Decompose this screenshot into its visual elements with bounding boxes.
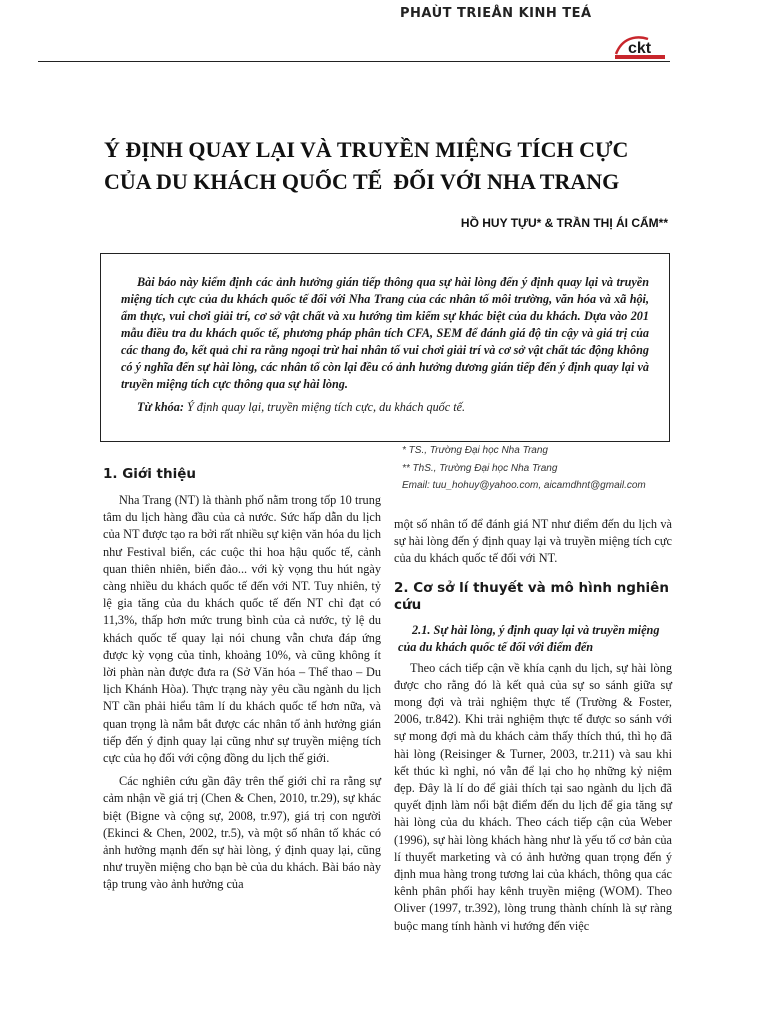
abstract-box [100, 253, 670, 442]
author-footnotes [402, 442, 646, 495]
footnote-ts: * TS., Trường Đại học Nha Trang [402, 445, 548, 456]
keywords-text: Ý định quay lại, truyền miệng tích cực, du khách quốc tế. [183, 400, 466, 414]
journal-logo [614, 34, 666, 60]
section-1-heading: 1. Giới thiệu [103, 466, 196, 482]
footnote-email: Email: tuu_hohuy@yahoo.com, aicamdhnt@gmail.com [402, 480, 646, 491]
footnote-ths: ** ThS., Trường Đại học Nha Trang [402, 462, 558, 474]
section-1-paragraph-2: Các nghiên cứu gần đây trên thế giới chỉ ra rằng sự cảm nhận về giá trị (Chen & Chen, 2010, tr.29), sự khác biệt (Bigne và cộng sự, 2008, tr.97), giá trị con người (Ekinci & Chen, 2002, tr.5), và một số nhân tố khác có ảnh hưởng mạnh đến sự hài lòng, ý định quay lại, cũng như truyền miệng cho bạn bè của du khách. Bài báo này tập trung vào ảnh hưởng của [103, 774, 381, 892]
keywords [121, 399, 649, 416]
title-line-1: Ý ĐỊNH QUAY LẠI VÀ TRUYỀN MIỆNG TÍCH CỰC [104, 137, 629, 162]
abstract-text: Bài báo này kiểm định các ảnh hưởng gián tiếp thông qua sự hài lòng đến ý định quay lại và truyền miệng tích cực của du khách quốc tế đối với Nha Trang của các nhân tố môi trường, văn hóa và xã hội, ẩm thực, vui chơi giải trí, cơ sở vật chất và xu hướng tìm kiếm sự khác biệt của du khách. Dựa vào 201 mẫu điều tra du khách quốc tế, phương pháp phân tích CFA, SEM để đánh giá độ tin cậy và giá trị của các thang đo, kết quả chỉ ra rằng ngoại trừ hai nhân tố vui chơi giải trí và cơ sở vật chất tác động không có ý nghĩa đến sự hài lòng, các nhân tố còn lại đều có ảnh hưởng dương gián tiếp đến ý định quay lại và truyền miệng tích cực thông qua sự hài lòng. [121, 275, 649, 391]
right-column [394, 516, 672, 935]
article-title [104, 134, 704, 198]
journal-name: PHAÙT TRIEÅN KINH TEÁ [400, 6, 592, 21]
section-2-heading: 2. Cơ sở lí thuyết và mô hình nghiên cứu [394, 579, 669, 613]
header-rule [38, 61, 670, 62]
authors: HỒ HUY TỰU* & TRẦN THỊ ÁI CẨM** [460, 216, 668, 230]
section-1-paragraph-1: Nha Trang (NT) là thành phố nằm trong tốp 10 trung tâm du lịch hàng đầu của cả nước. Sức hấp dẫn du lịch của NT được tạo ra bởi rất nhiều sự kiện văn hóa du lịch như Festival biển, các cuộc thi hoa hậu quốc tế, cảnh quan thiên nhiên, biển đảo... với kỳ vọng thu hút ngày càng nhiều du khách quốc tế đến với NT. Tuy nhiên, tỷ lệ gia tăng của du khách quốc tế đến NT chỉ đạt có 11,3%, thấp hơn mức trung bình của cả nước, tỷ lệ du khách quốc tế quay lại nói chung vẫn chưa đáp ứng được kỳ vọng của tỉnh, khoảng 10%, và cũng không ít lời phàn nàn được đưa ra (Sở Văn hóa – Thể thao – Du lịch Khánh Hòa). Thực trạng này yêu cầu ngành du lịch NT cần phải hiểu tâm lí du khách quốc tế hơn nữa, và quan trọng là nắm bắt được các nhân tố ảnh hưởng gián tiếp đến ý định quay lại cũng như sự truyền miệng tích cực của họ đối với cộng đồng du lịch thế giới. [103, 493, 381, 766]
keywords-label: Từ khóa: [137, 400, 184, 414]
left-column [103, 466, 381, 894]
title-line-2: CỦA DU KHÁCH QUỐC TẾ ĐỐI VỚI NHA TRANG [104, 169, 620, 194]
section-2-1-heading: 2.1. Sự hài lòng, ý định quay lại và truyền miệng của du khách quốc tế đối với điểm đến [398, 622, 660, 654]
section-1-continuation: một số nhân tố để đánh giá NT như điểm đến du lịch và sự hài lòng đến ý định quay lại và truyền miệng tích cực của du khách quốc tế đối với NT. [394, 517, 672, 566]
logo-text: ckt [628, 40, 652, 57]
section-2-1-paragraph-1: Theo cách tiếp cận về khía cạnh du lịch, sự hài lòng được cho rằng đó là kết quả của sự so sánh giữa sự mong đợi và trải nghiệm thực tế (Trường & Foster, 2006, tr.842). Khi trải nghiệm thực tế được so sánh với sự mong đợi mà du khách cảm thấy thích thú, thì họ đã hài lòng (Reisinger & Turner, 2003, tr.211) và sau khi kết thúc kì nghỉ, nó vẫn để lại cho họ những kỷ niệm đẹp. Đây là lí do để giải thích tại sao ngành du lịch đã quyết định làm nổi bật điểm đến du lịch để gia tăng sự hài lòng của du khách. Theo cách tiếp cận của Weber (1996), sự hài lòng khách hàng như là yếu tố cơ bản của lí thuyết marketing và có ảnh hưởng quan trọng đến ý định mua hàng trong tương lai của khách, thông qua các kênh phân phối hay kênh truyền miệng (WOM). Theo Oliver (1997, tr.392), lòng trung thành chính là sự ràng buộc mang tính hành vi hướng đến việc [394, 660, 672, 933]
